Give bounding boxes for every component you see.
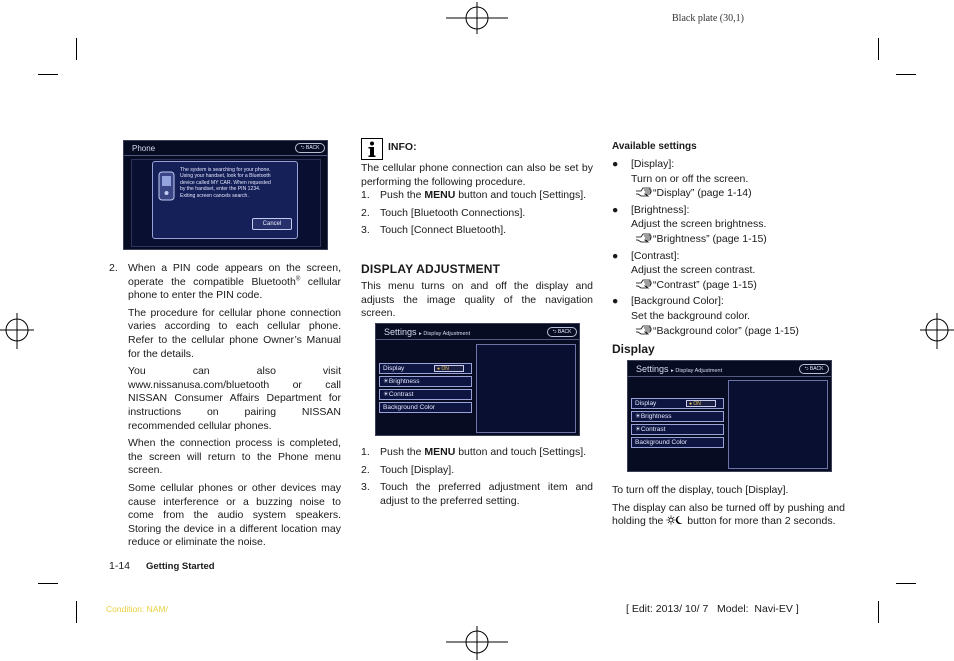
hold-button-text: The display can also be turned off by pushing and holding the button for more than 2 seconds. (612, 501, 845, 528)
info-text: The cellular phone connection can also be set by performing the following procedure. (361, 162, 593, 188)
registration-mark-left (0, 313, 36, 353)
search-dialog (152, 161, 298, 239)
para-completed: When the connection process is completed, the screen will return to the Phone menu screen. (128, 437, 341, 477)
contrast-item-2: ☀Contrast (631, 424, 724, 435)
registration-mark-bottom (446, 623, 510, 661)
display-on-toggle-2: ● ON (686, 400, 716, 407)
phone-icon (158, 171, 175, 201)
info-step-1: 1. Push the MENU button and touch [Settings]. (361, 189, 587, 202)
available-settings-heading: Available settings (612, 141, 697, 152)
preview-panel (476, 344, 576, 433)
reference-icon (635, 187, 653, 197)
info-block (361, 162, 593, 238)
plate-label: Black plate (30,1) (672, 13, 744, 24)
section-name: Getting Started (146, 561, 215, 572)
background-color-item: Background Color (379, 402, 472, 413)
display-item: Display (379, 363, 472, 374)
display-brightness-button-icon (666, 515, 684, 525)
display-adjustment-intro: This menu turns on and off the display and adjusts the image quality of the navigation screen. (361, 280, 593, 320)
reference-icon (635, 325, 653, 335)
para-visit: You can also visit www.nissanusa.com/bluetooth or call NISSAN Consumer Affairs Department for instructions on pairing NISSAN recommended cellular phones. (128, 365, 341, 432)
display-steps (361, 446, 593, 508)
condition-label: Condition: NAM/ (106, 604, 168, 614)
back-button-3: ⮌ BACK (799, 364, 829, 374)
settings-list (612, 157, 845, 338)
setting-display: ● [Display]: Turn on or off the screen. “Display” (page 1-14) (612, 158, 752, 200)
dialog-text: The system is searching for your phone. Using your handset, look for a Bluetooth device called MY CAR. When requested by the handset, enter the PIN 1234. Exiting screen cancels search. (180, 167, 271, 199)
step-2: 2. When a PIN code appears on the screen, operate the compatible Bluetooth® cellular phone to enter the PIN code. (109, 262, 342, 302)
setting-background-color: ● [Background Color]: Set the background color. “Background color” (page 1-15) (612, 295, 799, 337)
settings-title: Settings ▸ Display Adjustment (384, 327, 471, 337)
turn-off-text: To turn off the display, touch [Display]. (612, 484, 789, 496)
info-icon (361, 138, 383, 160)
display-adjustment-heading: DISPLAY ADJUSTMENT (361, 262, 501, 276)
para-procedure: The procedure for cellular phone connection varies according to each cellular phone. Refer to the cellular phone Owner’s Manual for the details. (128, 306, 341, 360)
info-label: INFO: (388, 141, 417, 153)
cancel-button: Cancel (252, 218, 292, 230)
brightness-item-2: ☀Brightness (631, 411, 724, 422)
display-subheading: Display (612, 342, 655, 356)
display-step-2: 2. Touch [Display]. (361, 463, 455, 476)
registration-mark-right (918, 313, 954, 353)
display-step-1: 1. Push the MENU button and touch [Settings]. (361, 446, 587, 458)
setting-contrast: ● [Contrast]: Adjust the screen contrast. “Contrast” (page 1-15) (612, 249, 757, 291)
display-step-3: 3. Touch the preferred adjustment item and adjust to the preferred setting. (361, 481, 593, 507)
settings-title-2: Settings ▸ Display Adjustment (636, 364, 723, 374)
info-step-3: 3. Touch [Connect Bluetooth]. (361, 224, 507, 237)
edit-info: [ Edit: 2013/ 10/ 7 Model: Navi-EV ] (626, 603, 799, 615)
registration-mark-top (446, 0, 510, 40)
background-color-item-2: Background Color (631, 437, 724, 448)
display-off-text (612, 484, 845, 529)
contrast-item: ☀Contrast (379, 389, 472, 400)
phone-search-screenshot (123, 140, 328, 250)
info-step-2: 2. Touch [Bluetooth Connections]. (361, 206, 526, 219)
page-number: 1-14 (109, 560, 131, 572)
back-button-2: ⮌ BACK (547, 327, 577, 337)
settings-display-screenshot-2 (627, 360, 832, 472)
display-on-toggle: ● ON (434, 365, 464, 372)
setting-brightness: ● [Brightness]: Adjust the screen brightness. “Brightness” (page 1-15) (612, 203, 767, 245)
reference-icon (635, 233, 653, 243)
settings-display-screenshot (375, 323, 580, 436)
para-interference: Some cellular phones or other devices may cause interference or a buzzing noise to come from the audio system speakers. Storing the device in a different location may reduce or eliminate the noise. (128, 481, 341, 549)
brightness-item: ☀Brightness (379, 376, 472, 387)
phone-screen-title: Phone (132, 144, 156, 153)
phone-pairing-text (109, 262, 341, 550)
back-button: ⮌ BACK (295, 143, 325, 153)
preview-panel-2 (728, 380, 828, 469)
display-item-2: Display (631, 398, 724, 409)
reference-icon (635, 279, 653, 289)
